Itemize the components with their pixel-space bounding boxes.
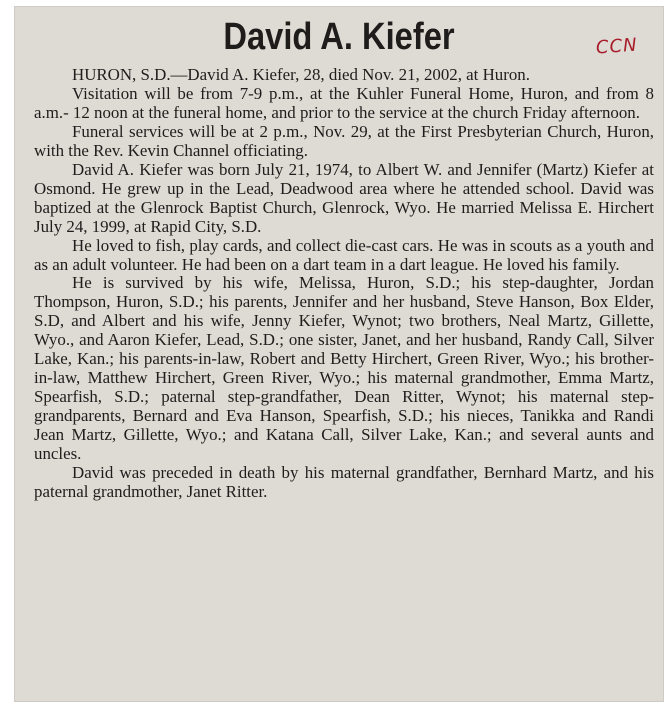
obituary-title: David A. Kiefer	[223, 16, 455, 58]
handwritten-annotation: CCN	[595, 34, 639, 59]
paragraph-survivors: He is survived by his wife, Melissa, Huron, S.D.; his step-daughter, Jordan Thompson, Huron, S.D.; his parents, Jennifer and her husband, Steve Hanson, Box Elder, S.D, and Albert and his wife, Jenny Kiefer, Wynot; two brothers, Neal Martz, Gillette, Wyo., and Aaron Kiefer, Lead, S.D.; one sister, Janet, and her husband, Randy Call, Silver Lake, Kan.; his parents-in-law, Robert and Betty Hirchert, Green River, Wyo.; his brother-in-law, Matthew Hirchert, Green River, Wyo.; his maternal grandmother, Emma Martz, Spearfish, S.D.; paternal step-grandfather, Dean Ritter, Wynot; his maternal step-grandparents, Bernard and Eva Hanson, Spearfish, S.D.; his nieces, Tanikka and Randi Jean Martz, Gillette, Wyo.; and Katana Call, Silver Lake, Kan.; and several aunts and uncles.	[34, 273, 654, 464]
obituary-body	[34, 66, 654, 502]
paragraph-interests: He loved to fish, play cards, and collect die-cast cars. He was in scouts as a youth and as an adult volunteer. He had been on a dart team in a dart league. He loved his family.	[34, 235, 654, 274]
paragraph-biography: David A. Kiefer was born July 21, 1974, to Albert W. and Jennifer (Martz) Kiefer at Osmond. He grew up in the Lead, Deadwood area where he attended school. David was baptized at the Glenrock Baptist Church, Glenrock, Wyo. He married Melissa E. Hirchert July 24, 1999, at Rapid City, S.D.	[34, 159, 654, 236]
paragraph-funeral-services: Funeral services will be at 2 p.m., Nov. 29, at the First Presbyterian Church, Huron, with the Rev. Kevin Channel officiating.	[34, 121, 654, 160]
paragraph-visitation: Visitation will be from 7-9 p.m., at the Kuhler Funeral Home, Huron, and from 8 a.m.- 12 noon at the funeral home, and prior to the service at the church Friday afternoon.	[34, 83, 654, 122]
paragraph-death-notice: HURON, S.D.—David A. Kiefer, 28, died Nov. 21, 2002, at Huron.	[72, 65, 530, 84]
newspaper-clipping	[14, 6, 664, 702]
paragraph-preceded-in-death: David was preceded in death by his maternal grandfather, Bernhard Martz, and his paternal grandmother, Janet Ritter.	[34, 463, 654, 501]
